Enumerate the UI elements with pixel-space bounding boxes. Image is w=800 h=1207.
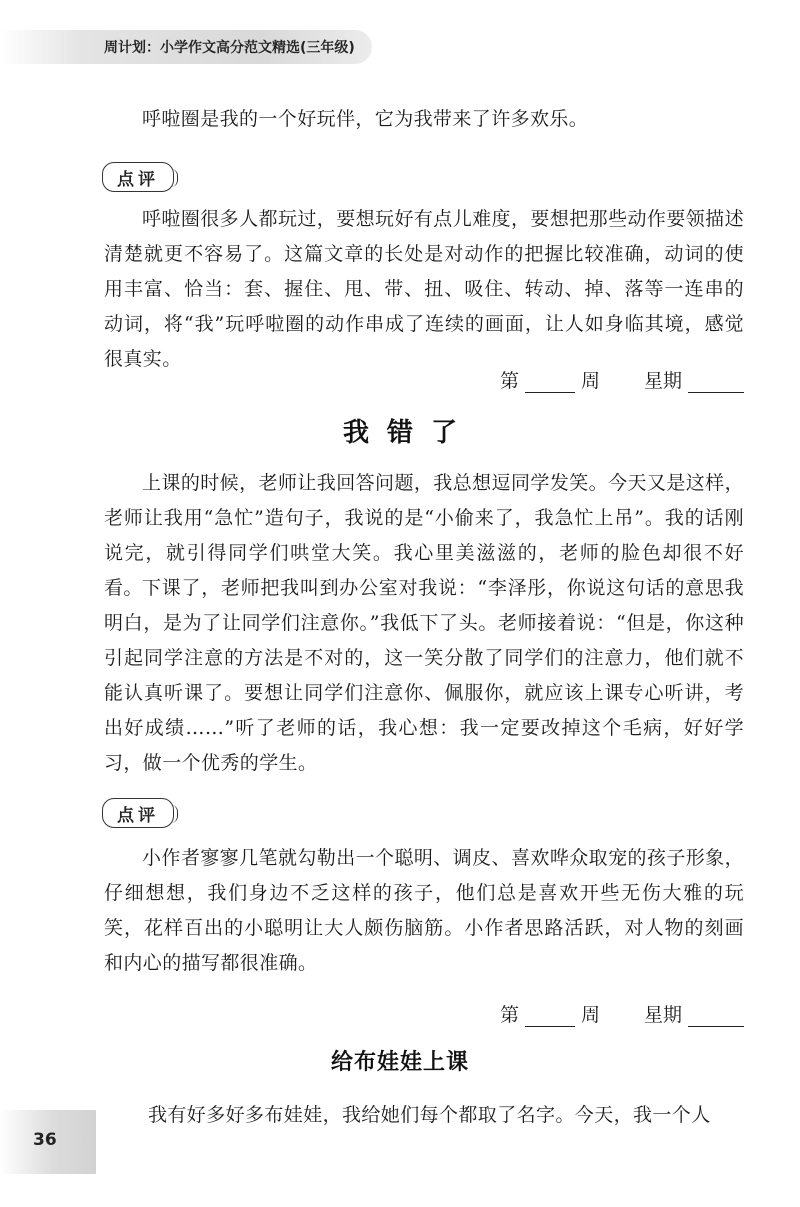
running-header: 周计划：小学作文高分范文精选(三年级) [104, 40, 355, 56]
week-prefix: 第 [499, 1004, 519, 1026]
week-blank [525, 372, 575, 393]
comment-paragraph: 小作者寥寥几笔就勾勒出一个聪明、调皮、喜欢哗众取宠的孩子形象，仔细想想，我们身边不乏这样的孩子，他们总是喜欢开些无伤大雅的玩笑，花样百出的小聪明让大人颇伤脑筋。小作者思路活跃，对人物的刻画和内心的描写都很准确。 [104, 847, 744, 974]
weekday-blank [688, 1006, 744, 1027]
weekday-label: 星期 [643, 370, 682, 392]
comment-paragraph: 呼啦圈很多人都玩过，要想玩好有点儿难度，要想把那些动作要领描述清楚就更不容易了。这篇文章的长处是对动作的把握比较准确，动词的使用丰富、恰当：套、握住、甩、带、扭、吸住、转动、掉、落等一连串的动词，将“我”玩呼啦圈的动作串成了连续的画面，让人如身临其境，感觉很真实。 [104, 208, 744, 370]
comment-badge: 点评 [102, 798, 174, 828]
date-line [500, 1000, 744, 1027]
week-prefix: 第 [499, 370, 519, 392]
essay-first-line: 我有好多好多布娃娃，我给她们每个都取了名字。今天，我一个人 [148, 1104, 711, 1126]
essay-title: 我错了 [342, 418, 475, 448]
closing-sentence: 呼啦圈是我的一个好玩伴，它为我带来了许多欢乐。 [142, 108, 589, 130]
week-suffix: 周 [580, 370, 600, 392]
comment-badge: 点评 [102, 162, 174, 192]
week-suffix: 周 [580, 1004, 600, 1026]
week-blank [525, 1006, 575, 1027]
essay-paragraph: 下课了，老师把我叫到办公室对我说：“李泽彤，你说这句话的意思我明白，是为了让同学们注意你。”我低下了头。老师接着说：“但是，你这种引起同学注意的方法是不对的，这一笑分散了同学们的注意力，他们就不能认真听课了。要想让同学们注意你、佩服你，就应该上课专心听讲，考出好成绩……”听了老师的话，我心想：我一定要改掉这个毛病，好好学习，做一个优秀的学生。 [104, 577, 744, 774]
essay-title: 给布娃娃上课 [330, 1050, 469, 1075]
weekday-blank [688, 372, 744, 393]
weekday-label: 星期 [643, 1004, 682, 1026]
page-number: 36 [33, 1130, 57, 1150]
date-line [500, 366, 744, 393]
essay-paragraph: 上课的时候，老师让我回答问题，我总想逗同学发笑。今天又是这样，老师让我用“急忙”造句子，我说的是“小偷来了，我急忙上吊”。我的话刚说完，就引得同学们哄堂大笑。我心里美滋滋的，老师的脸色却很不好看。 [104, 472, 744, 599]
